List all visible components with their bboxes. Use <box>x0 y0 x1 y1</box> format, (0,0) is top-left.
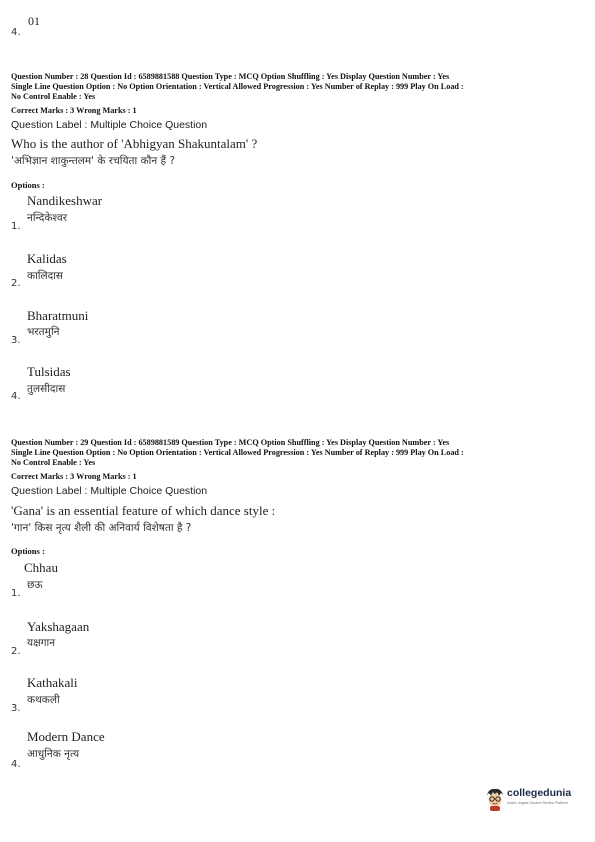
options-heading: Options : <box>11 546 45 556</box>
option-text-hi: यक्षगान <box>27 637 56 649</box>
option-text-hi: कालिदास <box>27 270 64 282</box>
logo-tagline: India's largest Student Review Platform <box>507 801 568 805</box>
question-label: Question Label : Multiple Choice Question <box>11 485 208 497</box>
question-marks: Correct Marks : 3 Wrong Marks : 1 <box>11 106 137 115</box>
option-number: 2. <box>11 278 21 289</box>
option-text-hi: तुलसीदास <box>27 383 66 395</box>
collegedunia-logo <box>485 785 580 815</box>
option-text-en: Yakshagaan <box>27 619 90 634</box>
option-number: 4. <box>11 391 21 402</box>
question-meta-line1: Question Number : 28 Question Id : 6589881588 Question Type : MCQ Option Shuffling : Yes Display Question Number : Yes <box>11 72 450 81</box>
question-meta-line2: Single Line Question Option : No Option Orientation : Vertical Allowed Progression : Yes Number of Replay : 999 Play On Load : <box>11 448 464 457</box>
option-number: 3. <box>11 703 21 714</box>
mascot-icon <box>485 787 505 811</box>
question-label: Question Label : Multiple Choice Question <box>11 119 208 131</box>
question-meta-line1: Question Number : 29 Question Id : 6589881589 Question Type : MCQ Option Shuffling : Yes Display Question Number : Yes <box>11 438 450 447</box>
question-meta-line3: No Control Enable : Yes <box>11 458 96 467</box>
prev-option-number: 4. <box>11 27 21 38</box>
option-text-hi: छऊ <box>27 579 43 591</box>
option-text-en: Modern Dance <box>27 729 105 744</box>
option-text-en: Kathakali <box>27 675 78 690</box>
option-number: 2. <box>11 646 21 657</box>
option-text-en: Tulsidas <box>27 364 71 379</box>
question-marks: Correct Marks : 3 Wrong Marks : 1 <box>11 472 137 481</box>
question-text-hi: 'अभिज्ञान शाकुन्तलम' के रचयिता कौन हैं ? <box>11 155 176 167</box>
logo-name: collegedunia <box>507 787 572 799</box>
option-text-en: Kalidas <box>27 251 67 266</box>
option-number: 1. <box>11 588 21 599</box>
option-text-hi: आधुनिक नृत्य <box>27 748 80 760</box>
option-text-hi: कथकली <box>27 694 60 706</box>
option-text-en: Nandikeshwar <box>27 193 103 208</box>
option-number: 1. <box>11 221 21 232</box>
option-text-en: Chhau <box>24 560 58 575</box>
question-text-hi: 'गान' किस नृत्य शैली की अनिवार्य विशेषता है ? <box>11 522 192 534</box>
prev-option-text: 01 <box>28 14 40 28</box>
option-number: 4. <box>11 759 21 770</box>
question-text-en: Who is the author of 'Abhigyan Shakuntalam' ? <box>11 136 258 151</box>
option-number: 3. <box>11 335 21 346</box>
question-meta-line3: No Control Enable : Yes <box>11 92 96 101</box>
option-text-hi: भरतमुनि <box>27 326 60 338</box>
question-text-en: 'Gana' is an essential feature of which dance style : <box>11 503 276 518</box>
option-text-hi: नन्दिकेश्वर <box>27 212 68 224</box>
options-heading: Options : <box>11 180 45 190</box>
question-meta-line2: Single Line Question Option : No Option Orientation : Vertical Allowed Progression : Yes Number of Replay : 999 Play On Load : <box>11 82 464 91</box>
option-text-en: Bharatmuni <box>27 308 89 323</box>
